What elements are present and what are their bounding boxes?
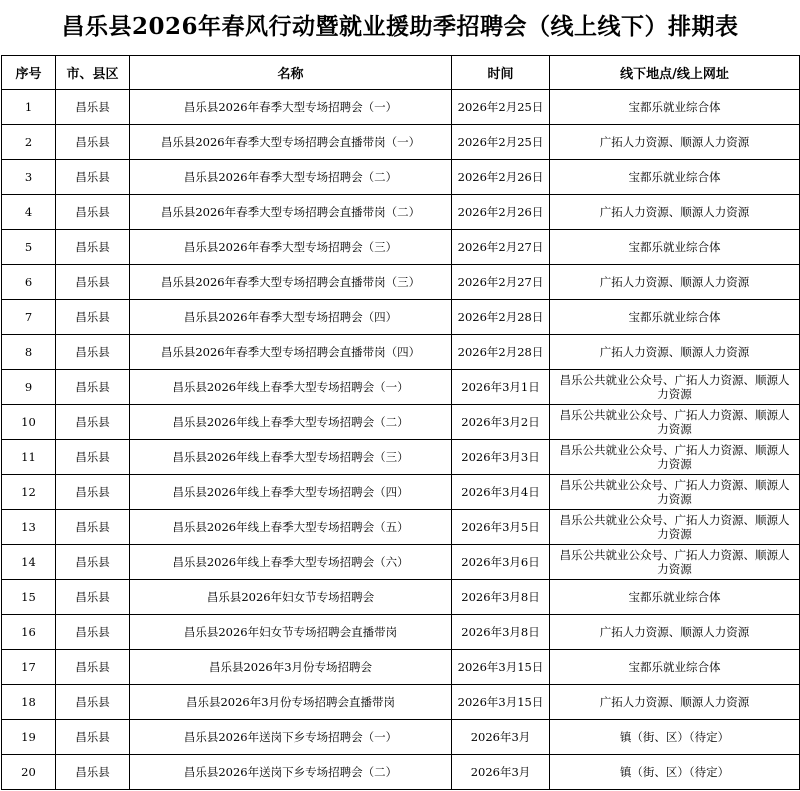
table-header-row [2,56,800,90]
table-row [2,650,800,685]
cell-location: 昌乐公共就业公众号、广拓人力资源、顺源人力资源 [550,475,800,510]
cell-date: 2026年2月25日 [452,125,550,160]
cell-location: 广拓人力资源、顺源人力资源 [550,265,800,300]
cell-index: 6 [2,265,56,300]
cell-location: 昌乐公共就业公众号、广拓人力资源、顺源人力资源 [550,405,800,440]
cell-county: 昌乐县 [56,265,130,300]
cell-index: 18 [2,685,56,720]
cell-index: 20 [2,755,56,790]
header-location: 线下地点/线上网址 [550,56,800,90]
cell-index: 19 [2,720,56,755]
table-row [2,195,800,230]
table-row [2,440,800,475]
table-row [2,755,800,790]
cell-name: 昌乐县2026年春季大型专场招聘会直播带岗（三） [130,265,452,300]
cell-county: 昌乐县 [56,755,130,790]
cell-county: 昌乐县 [56,545,130,580]
cell-county: 昌乐县 [56,195,130,230]
cell-name: 昌乐县2026年线上春季大型专场招聘会（三） [130,440,452,475]
cell-name: 昌乐县2026年线上春季大型专场招聘会（一） [130,370,452,405]
cell-county: 昌乐县 [56,125,130,160]
cell-index: 14 [2,545,56,580]
cell-name: 昌乐县2026年春季大型专场招聘会（三） [130,230,452,265]
cell-date: 2026年3月6日 [452,545,550,580]
cell-location: 昌乐公共就业公众号、广拓人力资源、顺源人力资源 [550,370,800,405]
cell-date: 2026年3月1日 [452,370,550,405]
cell-name: 昌乐县2026年3月份专场招聘会直播带岗 [130,685,452,720]
table-row [2,615,800,650]
cell-location: 昌乐公共就业公众号、广拓人力资源、顺源人力资源 [550,510,800,545]
cell-name: 昌乐县2026年线上春季大型专场招聘会（六） [130,545,452,580]
cell-date: 2026年2月27日 [452,230,550,265]
cell-index: 2 [2,125,56,160]
cell-index: 12 [2,475,56,510]
table-row [2,160,800,195]
page-title: 昌乐县2026年春风行动暨就业援助季招聘会（线上线下）排期表 [61,13,739,40]
header-time: 时间 [452,56,550,90]
cell-county: 昌乐县 [56,370,130,405]
cell-location: 广拓人力资源、顺源人力资源 [550,125,800,160]
cell-index: 13 [2,510,56,545]
cell-county: 昌乐县 [56,300,130,335]
table-row [2,580,800,615]
cell-date: 2026年3月15日 [452,685,550,720]
header-index: 序号 [2,56,56,90]
cell-name: 昌乐县2026年春季大型专场招聘会（四） [130,300,452,335]
table-row [2,265,800,300]
cell-index: 5 [2,230,56,265]
cell-date: 2026年2月26日 [452,195,550,230]
cell-name: 昌乐县2026年春季大型专场招聘会（一） [130,90,452,125]
cell-county: 昌乐县 [56,335,130,370]
cell-date: 2026年2月27日 [452,265,550,300]
table-row [2,475,800,510]
cell-index: 4 [2,195,56,230]
cell-county: 昌乐县 [56,160,130,195]
cell-location: 昌乐公共就业公众号、广拓人力资源、顺源人力资源 [550,545,800,580]
cell-date: 2026年2月28日 [452,335,550,370]
cell-location: 宝都乐就业综合体 [550,90,800,125]
cell-name: 昌乐县2026年线上春季大型专场招聘会（四） [130,475,452,510]
cell-date: 2026年3月4日 [452,475,550,510]
cell-location: 宝都乐就业综合体 [550,580,800,615]
cell-date: 2026年3月3日 [452,440,550,475]
table-row [2,510,800,545]
header-name: 名称 [130,56,452,90]
cell-location: 宝都乐就业综合体 [550,160,800,195]
cell-county: 昌乐县 [56,615,130,650]
cell-name: 昌乐县2026年送岗下乡专场招聘会（二） [130,755,452,790]
cell-name: 昌乐县2026年妇女节专场招聘会直播带岗 [130,615,452,650]
table-row [2,685,800,720]
cell-index: 9 [2,370,56,405]
cell-location: 宝都乐就业综合体 [550,300,800,335]
table-row [2,90,800,125]
cell-index: 8 [2,335,56,370]
cell-date: 2026年3月8日 [452,615,550,650]
cell-county: 昌乐县 [56,685,130,720]
cell-county: 昌乐县 [56,650,130,685]
table-row [2,370,800,405]
cell-index: 16 [2,615,56,650]
table-row [2,125,800,160]
cell-date: 2026年2月26日 [452,160,550,195]
cell-name: 昌乐县2026年3月份专场招聘会 [130,650,452,685]
cell-county: 昌乐县 [56,230,130,265]
cell-location: 广拓人力资源、顺源人力资源 [550,335,800,370]
cell-name: 昌乐县2026年线上春季大型专场招聘会（五） [130,510,452,545]
cell-county: 昌乐县 [56,580,130,615]
cell-index: 10 [2,405,56,440]
cell-location: 宝都乐就业综合体 [550,230,800,265]
cell-name: 昌乐县2026年春季大型专场招聘会（二） [130,160,452,195]
schedule-table [1,55,800,790]
cell-date: 2026年3月2日 [452,405,550,440]
cell-county: 昌乐县 [56,475,130,510]
cell-county: 昌乐县 [56,405,130,440]
table-row [2,300,800,335]
cell-index: 15 [2,580,56,615]
schedule-body [2,90,800,790]
cell-index: 11 [2,440,56,475]
cell-date: 2026年3月 [452,720,550,755]
table-row [2,545,800,580]
cell-county: 昌乐县 [56,440,130,475]
cell-name: 昌乐县2026年妇女节专场招聘会 [130,580,452,615]
table-row [2,230,800,265]
cell-location: 昌乐公共就业公众号、广拓人力资源、顺源人力资源 [550,440,800,475]
cell-date: 2026年3月5日 [452,510,550,545]
cell-location: 镇（街、区）（待定） [550,720,800,755]
cell-location: 广拓人力资源、顺源人力资源 [550,195,800,230]
cell-date: 2026年3月15日 [452,650,550,685]
cell-location: 宝都乐就业综合体 [550,650,800,685]
cell-location: 广拓人力资源、顺源人力资源 [550,615,800,650]
cell-date: 2026年3月 [452,755,550,790]
cell-county: 昌乐县 [56,510,130,545]
cell-name: 昌乐县2026年送岗下乡专场招聘会（一） [130,720,452,755]
cell-index: 3 [2,160,56,195]
cell-name: 昌乐县2026年春季大型专场招聘会直播带岗（四） [130,335,452,370]
cell-index: 1 [2,90,56,125]
cell-name: 昌乐县2026年线上春季大型专场招聘会（二） [130,405,452,440]
cell-name: 昌乐县2026年春季大型专场招聘会直播带岗（一） [130,125,452,160]
cell-location: 镇（街、区）（待定） [550,755,800,790]
table-row [2,405,800,440]
cell-county: 昌乐县 [56,720,130,755]
cell-county: 昌乐县 [56,90,130,125]
cell-date: 2026年2月28日 [452,300,550,335]
cell-date: 2026年2月25日 [452,90,550,125]
table-row [2,720,800,755]
header-county: 市、县区 [56,56,130,90]
cell-name: 昌乐县2026年春季大型专场招聘会直播带岗（二） [130,195,452,230]
cell-index: 7 [2,300,56,335]
table-row [2,335,800,370]
cell-index: 17 [2,650,56,685]
cell-date: 2026年3月8日 [452,580,550,615]
cell-location: 广拓人力资源、顺源人力资源 [550,685,800,720]
